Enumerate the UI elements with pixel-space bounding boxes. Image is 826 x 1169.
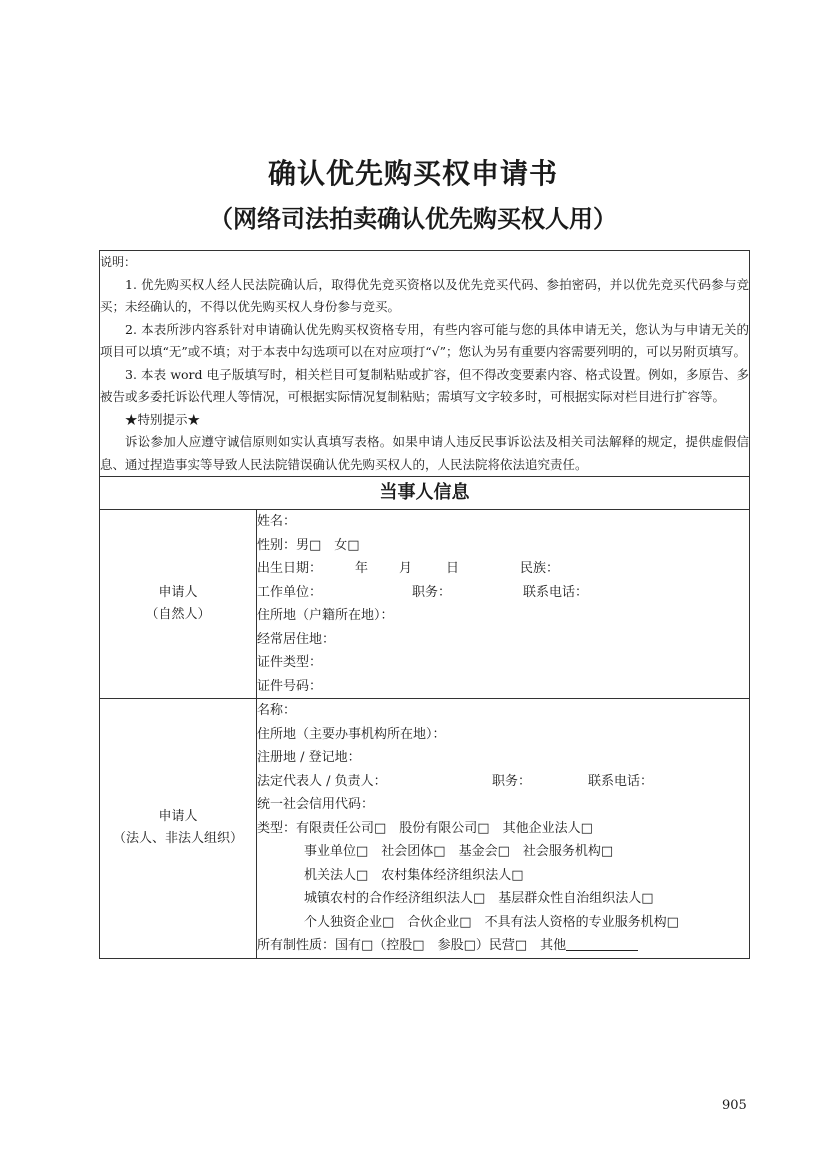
legal-person-row [100,699,750,959]
lp-domicile-field[interactable]: 住所地（主要办事机构所在地）： [257,726,446,742]
lp-registration-field[interactable]: 注册地 / 登记地： [257,750,361,765]
lp-ownership-field[interactable]: 所有制性质：国有□（控股□ 参股□）民营□ 其他 [257,938,567,953]
np-phone-field[interactable]: 联系电话： [523,584,589,600]
np-birth-year: 年 [355,561,369,576]
np-birth-month: 月 [399,561,413,576]
legal-person-label-line1: 申请人 [158,809,198,825]
document-subtitle: （网络司法拍卖确认优先购买权人用） [209,205,617,233]
natural-person-label-line2: （自然人） [145,607,211,622]
application-form [99,250,750,959]
notes-box [100,251,750,477]
np-birth-label[interactable]: 出生日期： [257,561,323,576]
np-position-field[interactable]: 职务： [412,584,452,600]
lp-type-line-5[interactable]: 个人独资企业□ 合伙企业□ 不具有法人资格的专业服务机构□ [304,914,679,930]
np-ethnicity-field[interactable]: 民族： [520,561,560,576]
natural-person-fields [257,510,750,699]
natural-person-label-line1: 申请人 [158,585,198,600]
np-gender-field[interactable]: 性别：男□ 女□ [257,537,360,553]
lp-ownership-other-blank[interactable] [566,936,638,951]
notes-row [100,251,750,477]
section-title: 当事人信息 [100,477,750,510]
np-id-type-field[interactable]: 证件类型： [257,655,323,670]
np-domicile-field[interactable]: 住所地（户籍所在地）： [257,608,394,623]
lp-position-field[interactable]: 职务： [492,773,532,789]
special-notice-text: 诉讼参加人应遵守诚信原则如实认真填写表格。如果申请人违反民事诉讼法及相关司法解释的规定，提供虚假信息、通过捏造事实等导致人民法院错误确认优先购买权人的，人民法院将依法追究责任。 [100,434,749,472]
note-item-3: 3. 本表 word 电子版填写时，相关栏目可复制粘贴或扩容，但不得改变要素内容、格式设置。例如，多原告、多被告或多委托诉讼代理人等情况，可根据实际情况复制粘贴；需填写文字较多时，可根据实际对栏目进行扩容等。 [100,366,749,404]
page-number: 905 [722,1098,747,1113]
lp-phone-field[interactable]: 联系电话： [588,773,654,789]
document-title: 确认优先购买权申请书 [267,157,558,190]
np-id-number-field[interactable]: 证件号码： [257,678,323,694]
legal-person-label-line2: （法人、非法人组织） [112,831,243,847]
legal-person-fields [257,699,750,959]
notes-heading: 说明： [100,255,137,269]
special-notice-heading: ★特别提示★ [125,411,201,427]
section-row [100,477,750,510]
lp-type-line-3[interactable]: 机关法人□ 农村集体经济组织法人□ [304,867,524,883]
note-item-1: 1. 优先购买权人经人民法院确认后，取得优先竞买资格以及优先竞买代码、参拍密码，并以优先竞买代码参与竞买；未经确认的，不得以优先购买权人身份参与竞买。 [100,276,749,314]
np-birth-day: 日 [446,561,460,576]
np-name-field[interactable]: 姓名： [257,514,297,529]
np-residence-field[interactable]: 经常居住地： [257,631,336,647]
lp-name-field[interactable]: 名称： [257,703,297,718]
note-item-2: 2. 本表所涉内容系针对申请确认优先购买权资格专用，有些内容可能与您的具体申请无关，您认为与申请无关的项目可以填“无”或不填；对于本表中勾选项可以在对应项打“√”；您认为另有重要内容需要列明的，可以另附页填写。 [100,321,749,359]
lp-type-line-4[interactable]: 城镇农村的合作经济组织法人□ 基层群众性自治组织法人□ [304,891,654,906]
np-employer-field[interactable]: 工作单位： [257,584,323,600]
lp-type-line-1[interactable]: 类型：有限责任公司□ 股份有限公司□ 其他企业法人□ [257,820,593,836]
np-birth-row [257,557,749,581]
lp-ownership-row [257,934,749,958]
lp-rep-row [257,770,749,794]
np-work-row [257,581,749,605]
natural-person-row [100,510,750,699]
legal-person-label [100,699,257,959]
natural-person-label [100,510,257,699]
lp-type-line-2[interactable]: 事业单位□ 社会团体□ 基金会□ 社会服务机构□ [304,844,614,859]
lp-representative-field[interactable]: 法定代表人 / 负责人： [257,773,387,789]
lp-credit-code-field[interactable]: 统一社会信用代码： [257,797,375,812]
